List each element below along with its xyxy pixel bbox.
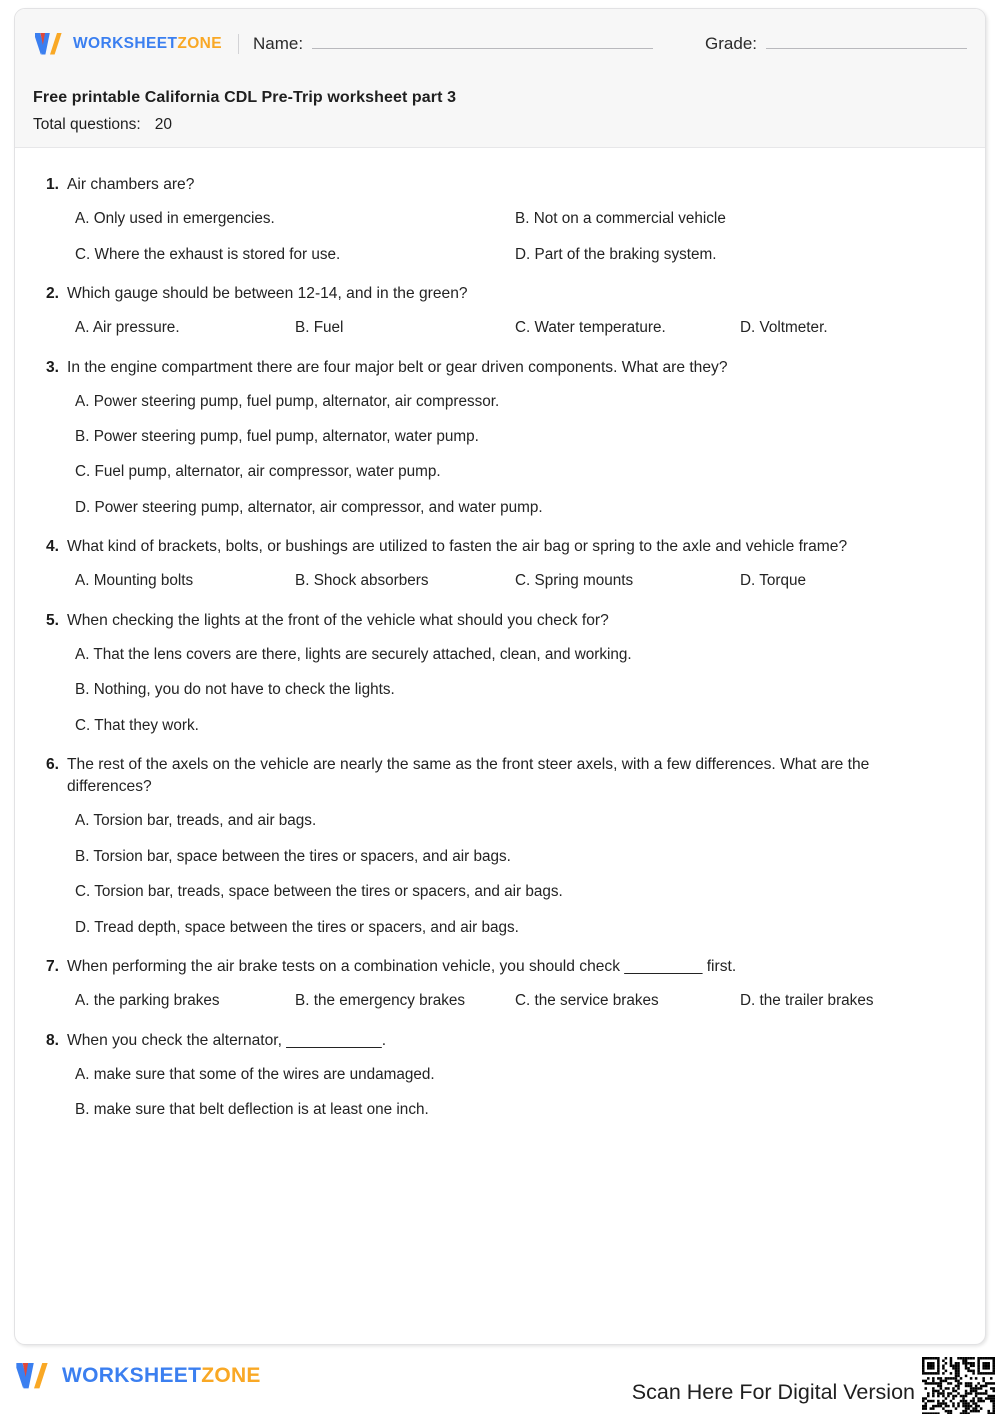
answer-option[interactable]: D. Power steering pump, alternator, air compressor, and water pump. bbox=[75, 498, 543, 516]
answer-option[interactable]: A. Air pressure. bbox=[75, 319, 180, 337]
question-number: 8. bbox=[45, 1031, 59, 1049]
brand-word-primary: WORKSHEET bbox=[73, 35, 178, 52]
worksheetzone-logo-icon bbox=[33, 31, 67, 57]
question-number: 6. bbox=[45, 756, 59, 774]
question-text: When performing the air brake tests on a combination vehicle, you should check _________ first. bbox=[67, 958, 737, 976]
answer-option[interactable]: B. Torsion bar, space between the tires or spacers, and air bags. bbox=[75, 847, 511, 865]
question-prompt bbox=[41, 1030, 959, 1052]
footer-brand-word-primary: WORKSHEET bbox=[62, 1364, 202, 1387]
answer-option[interactable]: D. the trailer brakes bbox=[740, 992, 874, 1010]
answer-option[interactable]: A. Mounting bolts bbox=[75, 572, 194, 590]
question-text: When you check the alternator, ___________. bbox=[67, 1031, 387, 1049]
answer-option[interactable]: A. Power steering pump, fuel pump, alternator, air compressor. bbox=[75, 392, 500, 410]
name-field[interactable] bbox=[253, 34, 653, 54]
answer-option[interactable]: B. Not on a commercial vehicle bbox=[515, 210, 726, 228]
option-group bbox=[41, 810, 959, 938]
question-block bbox=[41, 536, 959, 592]
question-prompt bbox=[41, 283, 959, 305]
answer-option[interactable]: B. Nothing, you do not have to check the lights. bbox=[75, 681, 395, 699]
worksheet-sheet bbox=[14, 8, 986, 1345]
answer-option[interactable]: D. Voltmeter. bbox=[740, 319, 828, 337]
question-list bbox=[15, 148, 985, 1139]
worksheet-header bbox=[15, 9, 985, 148]
question-text: The rest of the axels on the vehicle are nearly the same as the front steer axels, with a few differences. What are the differences? bbox=[67, 756, 870, 796]
footer-brand-wordmark bbox=[62, 1364, 261, 1388]
question-prompt bbox=[41, 754, 959, 798]
answer-option[interactable]: C. the service brakes bbox=[515, 992, 659, 1010]
question-text: When checking the lights at the front of the vehicle what should you check for? bbox=[67, 611, 609, 629]
total-questions-label: Total questions: bbox=[33, 116, 141, 133]
question-prompt bbox=[41, 357, 959, 379]
question-prompt bbox=[41, 956, 959, 978]
option-group bbox=[41, 317, 959, 338]
question-block bbox=[41, 283, 959, 339]
question-text: Which gauge should be between 12-14, and in the green? bbox=[67, 284, 468, 302]
question-block bbox=[41, 956, 959, 1012]
question-text: What kind of brackets, bolts, or bushings are utilized to fasten the air bag or spring to the axle and vehicle frame? bbox=[67, 538, 848, 556]
brand-wordmark bbox=[73, 35, 222, 53]
scan-instruction: Scan Here For Digital Version bbox=[631, 1380, 915, 1404]
total-questions bbox=[33, 116, 172, 134]
answer-option[interactable]: B. the emergency brakes bbox=[295, 992, 466, 1010]
answer-option[interactable]: A. Torsion bar, treads, and air bags. bbox=[75, 812, 317, 830]
option-group bbox=[41, 1064, 959, 1121]
option-group bbox=[41, 208, 959, 265]
question-block bbox=[41, 174, 959, 265]
answer-option[interactable]: B. Shock absorbers bbox=[295, 572, 429, 590]
answer-option[interactable]: A. That the lens covers are there, lights are securely attached, clean, and working. bbox=[75, 645, 632, 663]
option-group bbox=[41, 570, 959, 591]
grade-write-line[interactable] bbox=[766, 48, 967, 49]
worksheetzone-logo-icon bbox=[14, 1360, 54, 1392]
answer-option[interactable]: C. Torsion bar, treads, space between the tires or spacers, and air bags. bbox=[75, 883, 563, 901]
header-divider bbox=[238, 34, 239, 54]
total-questions-value: 20 bbox=[154, 116, 172, 133]
question-prompt bbox=[41, 610, 959, 632]
answer-option[interactable]: C. That they work. bbox=[75, 716, 199, 734]
question-prompt bbox=[41, 536, 959, 558]
worksheet-footer bbox=[0, 1352, 1000, 1414]
answer-option[interactable]: D. Part of the braking system. bbox=[515, 245, 717, 263]
question-block bbox=[41, 610, 959, 736]
answer-option[interactable]: B. Fuel bbox=[295, 319, 344, 337]
question-number: 7. bbox=[45, 958, 59, 976]
worksheet-title: Free printable California CDL Pre-Trip worksheet part 3 bbox=[33, 89, 457, 106]
header-identity-row bbox=[33, 29, 967, 59]
name-label: Name: bbox=[253, 34, 304, 53]
answer-option[interactable]: C. Water temperature. bbox=[515, 319, 666, 337]
question-block bbox=[41, 357, 959, 519]
question-text: In the engine compartment there are four major belt or gear driven components. What are they? bbox=[67, 358, 728, 376]
answer-option[interactable]: D. Tread depth, space between the tires or spacers, and air bags. bbox=[75, 918, 519, 936]
question-number: 5. bbox=[45, 611, 59, 629]
question-number: 4. bbox=[45, 538, 59, 556]
answer-option[interactable]: C. Where the exhaust is stored for use. bbox=[75, 245, 341, 263]
answer-option[interactable]: C. Spring mounts bbox=[515, 572, 634, 590]
answer-option[interactable]: B. Power steering pump, fuel pump, alternator, water pump. bbox=[75, 428, 479, 446]
footer-brand bbox=[14, 1360, 261, 1392]
option-group bbox=[41, 990, 959, 1011]
answer-option[interactable]: A. make sure that some of the wires are undamaged. bbox=[75, 1065, 435, 1083]
brand-word-secondary: ZONE bbox=[177, 35, 223, 52]
answer-option[interactable]: A. the parking brakes bbox=[75, 992, 220, 1010]
answer-option[interactable]: A. Only used in emergencies. bbox=[75, 210, 275, 228]
answer-option[interactable]: C. Fuel pump, alternator, air compressor, water pump. bbox=[75, 463, 441, 481]
question-block bbox=[41, 1030, 959, 1121]
option-group bbox=[41, 644, 959, 736]
qr-code-icon[interactable] bbox=[922, 1357, 995, 1414]
answer-option[interactable]: D. Torque bbox=[740, 572, 807, 590]
option-group bbox=[41, 391, 959, 519]
grade-label: Grade: bbox=[705, 34, 758, 53]
question-number: 2. bbox=[45, 284, 59, 302]
question-block bbox=[41, 754, 959, 938]
question-number: 3. bbox=[45, 358, 59, 376]
footer-brand-word-secondary: ZONE bbox=[201, 1364, 261, 1387]
question-prompt bbox=[41, 174, 959, 196]
question-text: Air chambers are? bbox=[67, 176, 195, 193]
answer-option[interactable]: B. make sure that belt deflection is at least one inch. bbox=[75, 1101, 429, 1119]
grade-field[interactable] bbox=[705, 34, 967, 54]
name-write-line[interactable] bbox=[312, 48, 653, 49]
question-number: 1. bbox=[45, 176, 59, 193]
